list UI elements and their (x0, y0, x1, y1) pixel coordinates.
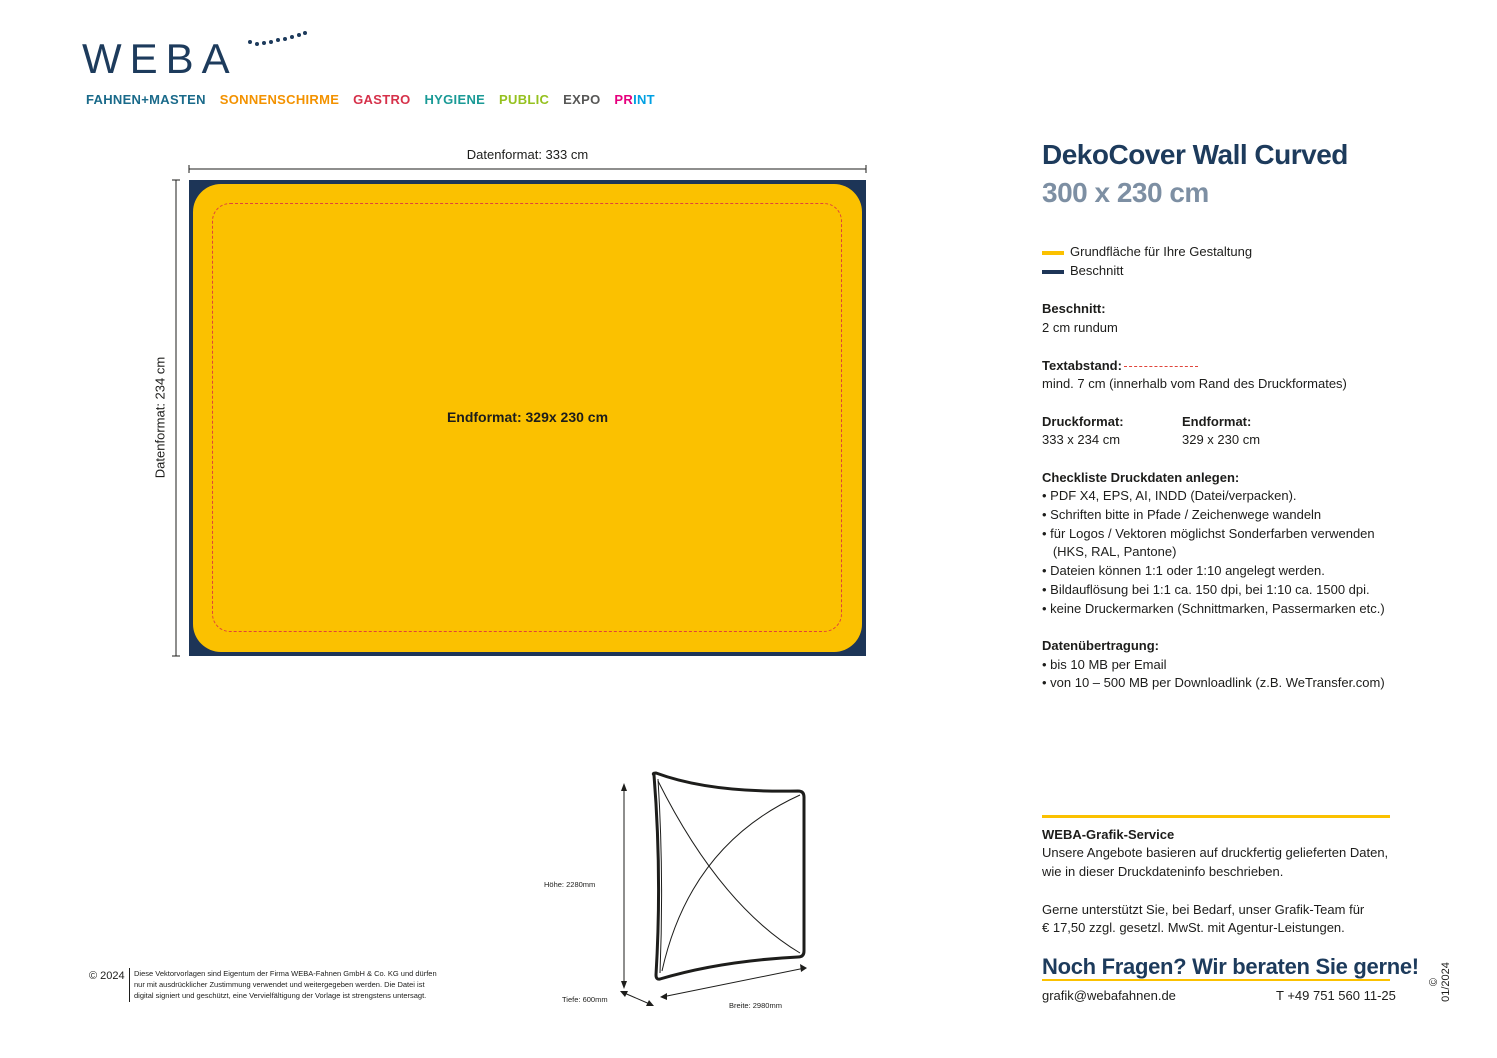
copyright-year: © 2024 (89, 970, 125, 982)
version-date: © 01/2024 (1428, 962, 1452, 1002)
logo-dots-icon (246, 30, 308, 50)
product-size: 300 x 230 cm (1042, 177, 1209, 208)
legend-swatch-navy (1042, 270, 1064, 274)
contact-phone: T +49 751 560 11-25 (1276, 988, 1396, 1003)
brand-row (86, 92, 655, 107)
legal-line: Diese Vektorvorlagen sind Eigentum der Firma WEBA-Fahnen GmbH & Co. KG und dürfen (134, 969, 437, 978)
brand-print (614, 92, 655, 107)
legal-notice (134, 968, 454, 1001)
transfer-heading: Datenübertragung: (1042, 638, 1159, 653)
legend-label: Grundfläche für Ihre Gestaltung (1070, 244, 1253, 259)
brand-gastro: GASTRO (353, 92, 411, 107)
legend-design-area (1042, 244, 1252, 259)
brand-print-part-2: INT (633, 92, 655, 107)
left-dimension-line (170, 176, 182, 660)
depth-label: Tiefe: 600mm (562, 995, 608, 1004)
legal-line: digital signiert und geschützt, eine Vervielfältigung der Vorlage ist strengstens untersagt. (134, 991, 427, 1000)
beschnitt-value: 2 cm rundum (1042, 320, 1118, 335)
legend-bleed (1042, 263, 1123, 278)
checklist-item: • Schriften bitte in Pfade / Zeichenwege wandeln (1042, 507, 1322, 522)
checklist-item: • PDF X4, EPS, AI, INDD (Datei/verpacken). (1042, 488, 1297, 503)
service-line: wie in dieser Druckdateninfo beschrieben. (1042, 864, 1284, 879)
brand-expo: EXPO (563, 92, 601, 107)
product-title: DekoCover Wall Curved (1042, 139, 1348, 170)
checklist-item: • Bildauflösung bei 1:1 ca. 150 dpi, bei 1:10 ca. 1500 dpi. (1042, 582, 1370, 597)
brand-fahnen-masten: FAHNEN+MASTEN (86, 92, 206, 107)
textabstand-dash-sample (1124, 366, 1198, 367)
legend-label: Beschnitt (1070, 263, 1124, 278)
legal-line: nur mit ausdrücklicher Zustimmung verwendet und weitergegeben werden. Die Datei ist (134, 980, 425, 989)
service-top-rule (1042, 815, 1390, 818)
service-line: Gerne unterstützt Sie, bei Bedarf, unser Grafik-Team für (1042, 902, 1365, 917)
footer-divider (129, 968, 130, 1002)
product-drawing (600, 765, 820, 1015)
checklist-item: (HKS, RAL, Pantone) (1042, 544, 1177, 559)
beschnitt-heading: Beschnitt: (1042, 301, 1106, 316)
checklist-heading: Checkliste Druckdaten anlegen: (1042, 470, 1240, 485)
contact-underline (1042, 979, 1390, 981)
contact-headline: Noch Fragen? Wir beraten Sie gerne! (1042, 954, 1419, 979)
height-label: Höhe: 2280mm (544, 880, 596, 889)
brand-sonnenschirme: SONNENSCHIRME (219, 92, 340, 107)
left-dimension-label: Datenformat: 234 cm (152, 356, 168, 479)
weba-logo: WEBA (82, 35, 238, 82)
brand-public: PUBLIC (499, 92, 550, 107)
top-dimension-line (185, 163, 875, 175)
checklist-item: • keine Druckermarken (Schnittmarken, Passermarken etc.) (1042, 601, 1385, 616)
brand-print-part-1: PR (614, 92, 634, 107)
end-format-label: Endformat: 329x 230 cm (446, 409, 609, 425)
service-heading: WEBA-Grafik-Service (1042, 827, 1175, 842)
druckformat-heading: Druckformat: (1042, 414, 1124, 429)
textabstand-heading: Textabstand: (1042, 358, 1122, 373)
endformat-value: 329 x 230 cm (1182, 432, 1261, 447)
legend-swatch-yellow (1042, 251, 1064, 255)
contact-email-link[interactable]: grafik@webafahnen.de (1042, 988, 1176, 1003)
width-label: Breite: 2980mm (729, 1001, 782, 1010)
endformat-heading: Endformat: (1182, 414, 1252, 429)
brand-hygiene: HYGIENE (424, 92, 486, 107)
top-dimension-label: Datenformat: 333 cm (466, 147, 589, 162)
druckformat-value: 333 x 234 cm (1042, 432, 1121, 447)
checklist-item: • für Logos / Vektoren möglichst Sonderfarben verwenden (1042, 526, 1375, 541)
service-line: Unsere Angebote basieren auf druckfertig gelieferten Daten, (1042, 845, 1389, 860)
textabstand-value: mind. 7 cm (innerhalb vom Rand des Druckformates) (1042, 376, 1347, 391)
checklist-item: • Dateien können 1:1 oder 1:10 angelegt werden. (1042, 563, 1325, 578)
service-line: € 17,50 zzgl. gesetzl. MwSt. mit Agentur-Leistungen. (1042, 920, 1345, 935)
transfer-item: • bis 10 MB per Email (1042, 657, 1167, 672)
transfer-item: • von 10 – 500 MB per Downloadlink (z.B. WeTransfer.com) (1042, 675, 1385, 690)
